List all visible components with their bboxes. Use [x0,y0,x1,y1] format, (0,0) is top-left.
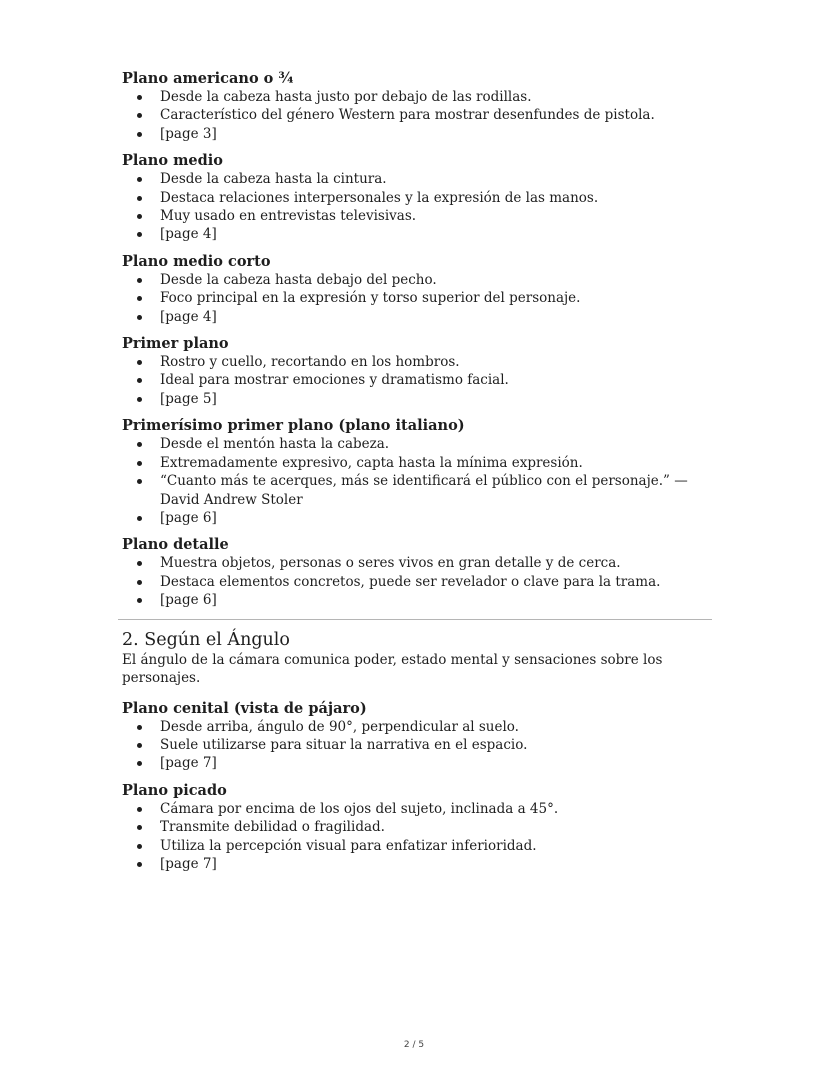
list-item: [page 6] [160,591,708,609]
bullet-list [122,554,708,609]
list-item: [page 5] [160,390,708,408]
subsection [122,700,708,773]
list-item: Desde arriba, ángulo de 90°, perpendicular al suelo. [160,718,708,736]
list-item: Desde la cabeza hasta justo por debajo de las rodillas. [160,88,708,106]
list-item: Desde el mentón hasta la cabeza. [160,435,708,453]
list-item: Destaca elementos concretos, puede ser revelador o clave para la trama. [160,573,708,591]
list-item: Destaca relaciones interpersonales y la expresión de las manos. [160,189,708,207]
subsection [122,782,708,874]
list-item: Rostro y cuello, recortando en los hombros. [160,353,708,371]
list-item: [page 4] [160,308,708,326]
subsection-title: Plano cenital (vista de pájaro) [122,699,367,717]
list-item: Utiliza la percepción visual para enfatizar inferioridad. [160,837,708,855]
list-item: [page 4] [160,225,708,243]
list-item: Suele utilizarse para situar la narrativa en el espacio. [160,736,708,754]
list-item: Muy usado en entrevistas televisivas. [160,207,708,225]
list-item: [page 7] [160,855,708,873]
subsection [122,335,708,408]
angle-types-list [122,700,708,874]
subsection-title: Plano medio [122,152,223,170]
subsection [122,70,708,143]
bullet-list [122,718,708,773]
bullet-list [122,435,708,527]
subsection [122,152,708,244]
bullet-list [122,271,708,326]
bullet-list [122,170,708,244]
section-intro: El ángulo de la cámara comunica poder, estado mental y sensaciones sobre los personajes. [122,651,663,686]
subsection-title: Primer plano [122,335,229,353]
subsection-title: Plano detalle [122,536,229,554]
subsection-title: Plano americano o ¾ [122,70,294,87]
bullet-list [122,353,708,408]
list-item: Desde la cabeza hasta la cintura. [160,170,708,188]
subsection-title: Primerísimo primer plano (plano italiano) [122,417,465,435]
list-item: Extremadamente expresivo, capta hasta la mínima expresión. [160,454,708,472]
list-item: Ideal para mostrar emociones y dramatismo facial. [160,371,708,389]
subsection [122,253,708,326]
list-item: [page 7] [160,754,708,772]
section-divider [118,619,712,620]
list-item: Transmite debilidad o fragilidad. [160,818,708,836]
list-item: Muestra objetos, personas o seres vivos en gran detalle y de cerca. [160,554,708,572]
bullet-list [122,88,708,143]
subsection [122,536,708,609]
list-item: Desde la cabeza hasta debajo del pecho. [160,271,708,289]
subsection-title: Plano picado [122,781,227,799]
subsection [122,417,708,527]
list-item: [page 6] [160,509,708,527]
list-item: Foco principal en la expresión y torso superior del personaje. [160,289,708,307]
subsection-title: Plano medio corto [122,252,271,270]
list-item: Característico del género Western para mostrar desenfundes de pistola. [160,106,708,124]
shot-types-list [122,70,708,610]
page-indicator: 2 / 5 [403,1040,425,1050]
list-item: “Cuanto más te acerques, más se identificará el público con el personaje.” — David Andrew Stoler [160,472,708,509]
list-item: [page 3] [160,125,708,143]
document-page [122,70,708,882]
bullet-list [122,800,708,874]
section-heading-angle: 2. Según el Ángulo [122,629,290,650]
list-item: Cámara por encima de los ojos del sujeto, inclinada a 45°. [160,800,708,818]
